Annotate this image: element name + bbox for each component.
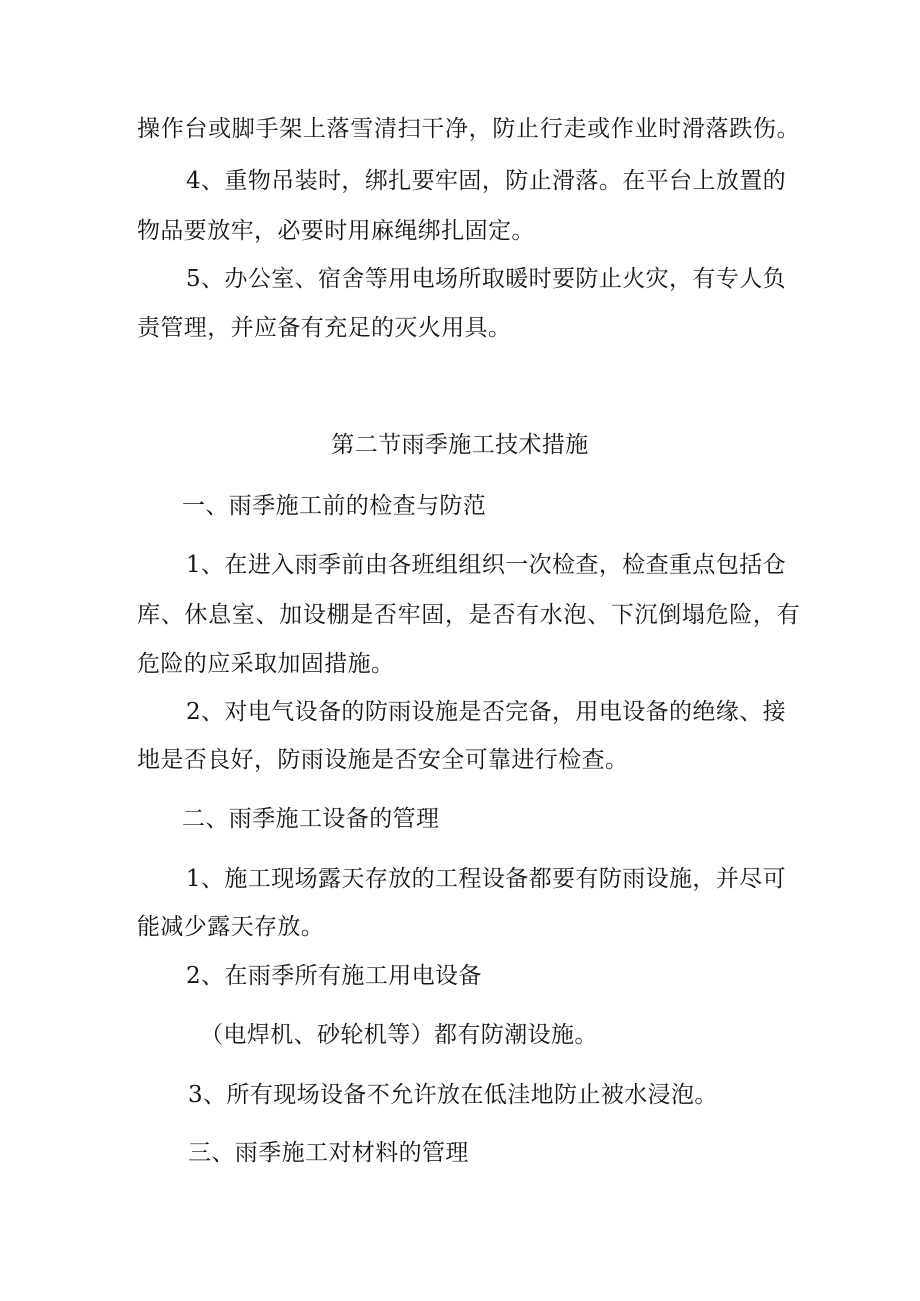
subsection-heading: 二、雨季施工设备的管理 [182,806,440,832]
paragraph-line: 1、施工现场露天存放的工程设备都要有防雨设施，并尽可 [186,866,787,892]
paragraph-line: 物品要放牢，必要时用麻绳绑扎固定。 [137,218,535,244]
paragraph-line: 2、在雨季所有施工用电设备 [186,963,482,989]
paragraph-line: 责管理，并应备有充足的灭火用具。 [137,315,512,341]
paragraph-line: 2、对电气设备的防雨设施是否完备，用电设备的绝缘、接 [186,699,787,725]
paragraph-line: 操作台或脚手架上落雪清扫干净，防止行走或作业时滑落跌伤。 [137,116,800,142]
section-title: 第二节雨季施工技术措施 [331,432,589,458]
subsection-heading: 三、雨季施工对材料的管理 [188,1140,469,1166]
paragraph-line: 3、所有现场设备不允许放在低洼地防止被水浸泡。 [188,1082,718,1108]
paragraph-line: 1、在进入雨季前由各班组组织一次检查，检查重点包括仓 [186,552,787,578]
paragraph-line: 库、休息室、加设棚是否牢固，是否有水泡、下沉倒塌危险，有 [137,602,800,628]
paragraph-line: 4、重物吊装时，绑扎要牢固，防止滑落。在平台上放置的 [186,168,787,194]
paragraph-line: 地是否良好，防雨设施是否安全可靠进行检查。 [137,747,629,773]
paragraph-line: （电焊机、砂轮机等）都有防潮设施。 [200,1022,598,1048]
paragraph-line: 危险的应采取加固措施。 [137,651,395,677]
paragraph-line: 5、办公室、宿舍等用电场所取暖时要防止火灾，有专人负 [186,266,787,292]
subsection-heading: 一、雨季施工前的检查与防范 [182,493,487,519]
paragraph-line: 能减少露天存放。 [137,914,325,940]
